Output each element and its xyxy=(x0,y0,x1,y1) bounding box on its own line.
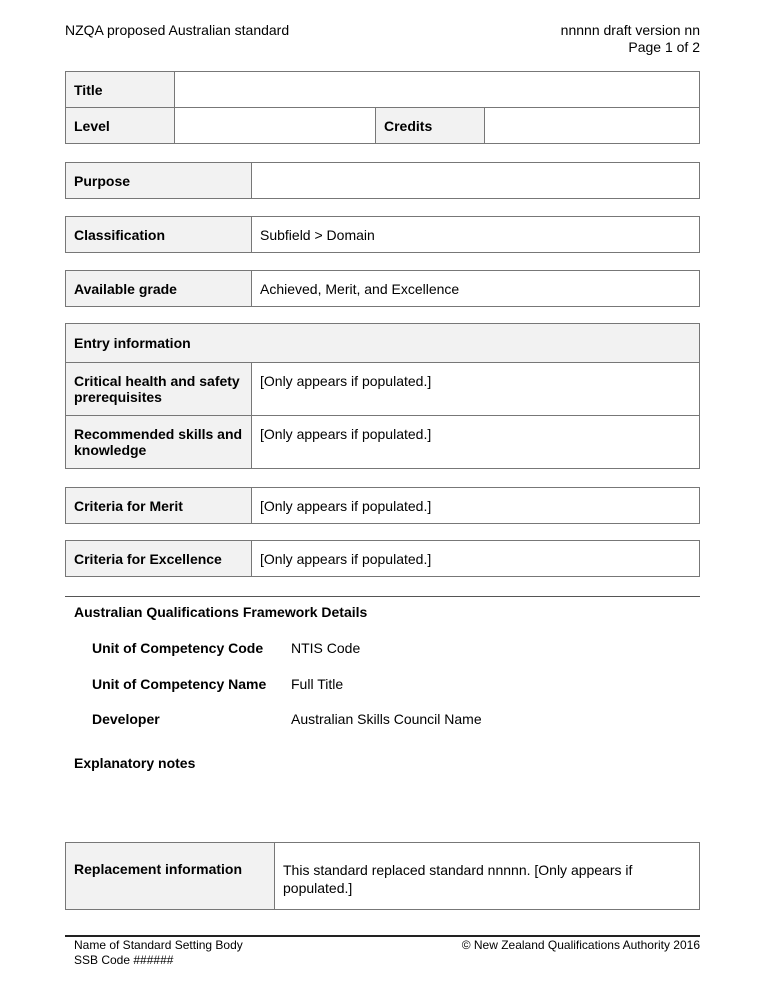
merit-label: Criteria for Merit xyxy=(66,488,252,524)
title-value xyxy=(175,72,700,108)
classification-label: Classification xyxy=(66,217,252,253)
footer-divider xyxy=(65,935,700,937)
credits-label: Credits xyxy=(376,108,485,144)
divider xyxy=(65,596,700,597)
aqf-heading: Australian Qualifications Framework Details xyxy=(74,604,368,620)
entry-label: Critical health and safety prerequisites xyxy=(66,363,252,416)
purpose-value xyxy=(252,163,700,199)
header-left: NZQA proposed Australian standard xyxy=(65,22,290,38)
grade-label: Available grade xyxy=(66,271,252,307)
grade-value: Achieved, Merit, and Excellence xyxy=(252,271,700,307)
replacement-label: Replacement information xyxy=(66,843,275,910)
purpose-label: Purpose xyxy=(66,163,252,199)
classification-table xyxy=(65,216,700,253)
ssb-name: Name of Standard Setting Body xyxy=(74,938,243,952)
credits-value xyxy=(485,108,700,144)
merit-value: [Only appears if populated.] xyxy=(252,488,700,524)
merit-table xyxy=(65,487,700,524)
page-number: Page 1 of 2 xyxy=(628,39,700,55)
entry-label: Recommended skills and knowledge xyxy=(66,416,252,469)
purpose-table xyxy=(65,162,700,199)
footer-left xyxy=(74,938,243,968)
entry-value: [Only appears if populated.] xyxy=(252,416,700,469)
aqf-label: Unit of Competency Code xyxy=(92,640,264,656)
level-label: Level xyxy=(66,108,175,144)
excellence-table xyxy=(65,540,700,577)
level-value xyxy=(175,108,376,144)
copyright: © New Zealand Qualifications Authority 2016 xyxy=(461,938,700,952)
aqf-value: Full Title xyxy=(291,676,344,692)
version: nnnnn draft version nn xyxy=(560,22,700,38)
aqf-value: NTIS Code xyxy=(291,640,361,656)
replacement-value: This standard replaced standard nnnnn. [Only appears if populated.] xyxy=(275,843,700,910)
replacement-table xyxy=(65,842,700,910)
entry-value: [Only appears if populated.] xyxy=(252,363,700,416)
aqf-label: Developer xyxy=(92,711,160,727)
classification-value: Subfield > Domain xyxy=(252,217,700,253)
entry-table xyxy=(65,323,700,469)
title-table xyxy=(65,71,700,144)
grade-table xyxy=(65,270,700,307)
explanatory-heading: Explanatory notes xyxy=(74,755,196,771)
excellence-value: [Only appears if populated.] xyxy=(252,541,700,577)
aqf-value: Australian Skills Council Name xyxy=(291,711,482,727)
aqf-label: Unit of Competency Name xyxy=(92,676,267,692)
title-label: Title xyxy=(66,72,175,108)
ssb-code: SSB Code ###### xyxy=(74,953,174,967)
excellence-label: Criteria for Excellence xyxy=(66,541,252,577)
entry-heading: Entry information xyxy=(66,324,700,363)
header-right xyxy=(561,22,700,56)
